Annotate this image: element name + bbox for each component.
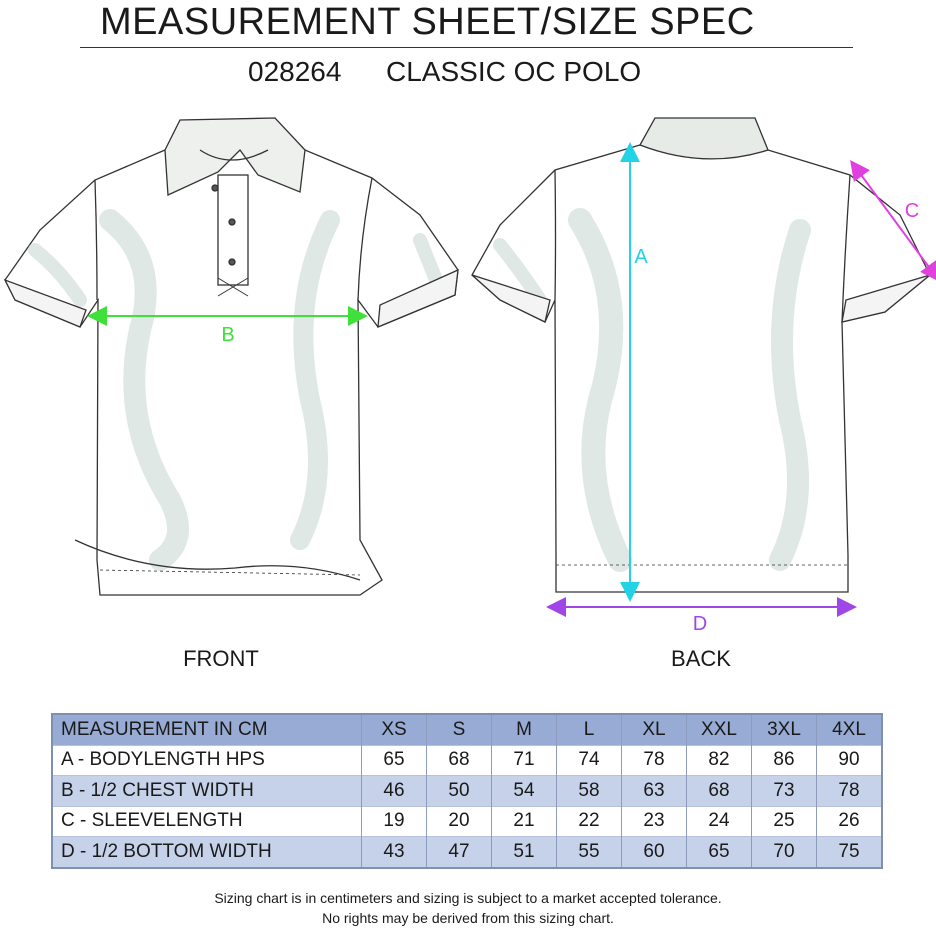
measurement-value-cell: 20 [427, 806, 492, 837]
product-code: 028264 [248, 56, 342, 87]
measurement-value-cell: 73 [752, 776, 817, 807]
measurement-value-cell: 71 [492, 745, 557, 776]
measurement-value-cell: 55 [557, 837, 622, 868]
table-row [52, 776, 882, 807]
back-view-label: BACK [671, 646, 731, 671]
measurement-value-cell: 51 [492, 837, 557, 868]
measurement-value-cell: 86 [752, 745, 817, 776]
measurement-value-cell: 26 [817, 806, 883, 837]
footer-note-tolerance: Sizing chart is in centimeters and sizing is subject to a market accepted tolerance. [214, 890, 722, 906]
table-header-size: XL [622, 714, 687, 745]
measure-a-label: A [634, 246, 648, 268]
measurement-value-cell: 47 [427, 837, 492, 868]
table-header-size: XXL [687, 714, 752, 745]
measure-c-label: C [904, 200, 920, 222]
table-header-size: M [492, 714, 557, 745]
front-view-label: FRONT [183, 646, 259, 671]
back-polo-drawing [472, 118, 930, 592]
measurement-value-cell: 43 [362, 837, 427, 868]
measurement-name-cell: D - 1/2 BOTTOM WIDTH [52, 837, 362, 868]
table-header-size: 3XL [752, 714, 817, 745]
measure-d-label: D [692, 613, 708, 635]
footer-note-rights: No rights may be derived from this sizing chart. [322, 910, 614, 926]
table-header-size: L [557, 714, 622, 745]
measurement-name-cell: A - BODYLENGTH HPS [52, 745, 362, 776]
table-row [52, 837, 882, 868]
measurement-value-cell: 68 [427, 745, 492, 776]
measurement-value-cell: 68 [687, 776, 752, 807]
measurement-value-cell: 78 [817, 776, 883, 807]
front-polo-drawing [5, 118, 458, 595]
measurement-value-cell: 23 [622, 806, 687, 837]
measurement-value-cell: 46 [362, 776, 427, 807]
measurement-value-cell: 78 [622, 745, 687, 776]
measurement-value-cell: 90 [817, 745, 883, 776]
measurement-value-cell: 25 [752, 806, 817, 837]
product-name: CLASSIC OC POLO [386, 56, 642, 87]
table-header-size: S [427, 714, 492, 745]
measurement-value-cell: 70 [752, 837, 817, 868]
table-row [52, 745, 882, 776]
measurement-value-cell: 19 [362, 806, 427, 837]
table-header-row [52, 714, 882, 745]
measurement-value-cell: 54 [492, 776, 557, 807]
page-title: MEASUREMENT SHEET/SIZE SPEC [100, 1, 755, 43]
table-row [52, 806, 882, 837]
measurement-value-cell: 74 [557, 745, 622, 776]
measurement-value-cell: 82 [687, 745, 752, 776]
measurement-value-cell: 60 [622, 837, 687, 868]
measurement-value-cell: 50 [427, 776, 492, 807]
table-header-size: XS [362, 714, 427, 745]
measurement-value-cell: 75 [817, 837, 883, 868]
table-header-size: 4XL [817, 714, 883, 745]
measure-b-label: B [221, 324, 235, 346]
size-spec-table [51, 713, 883, 869]
measurement-value-cell: 24 [687, 806, 752, 837]
measurement-value-cell: 21 [492, 806, 557, 837]
measurement-name-cell: C - SLEEVELENGTH [52, 806, 362, 837]
measurement-value-cell: 22 [557, 806, 622, 837]
table-header-measurement: MEASUREMENT IN CM [61, 718, 268, 740]
measurement-name-cell: B - 1/2 CHEST WIDTH [52, 776, 362, 807]
measurement-value-cell: 65 [687, 837, 752, 868]
measurement-value-cell: 63 [622, 776, 687, 807]
measurement-value-cell: 65 [362, 745, 427, 776]
measurement-value-cell: 58 [557, 776, 622, 807]
